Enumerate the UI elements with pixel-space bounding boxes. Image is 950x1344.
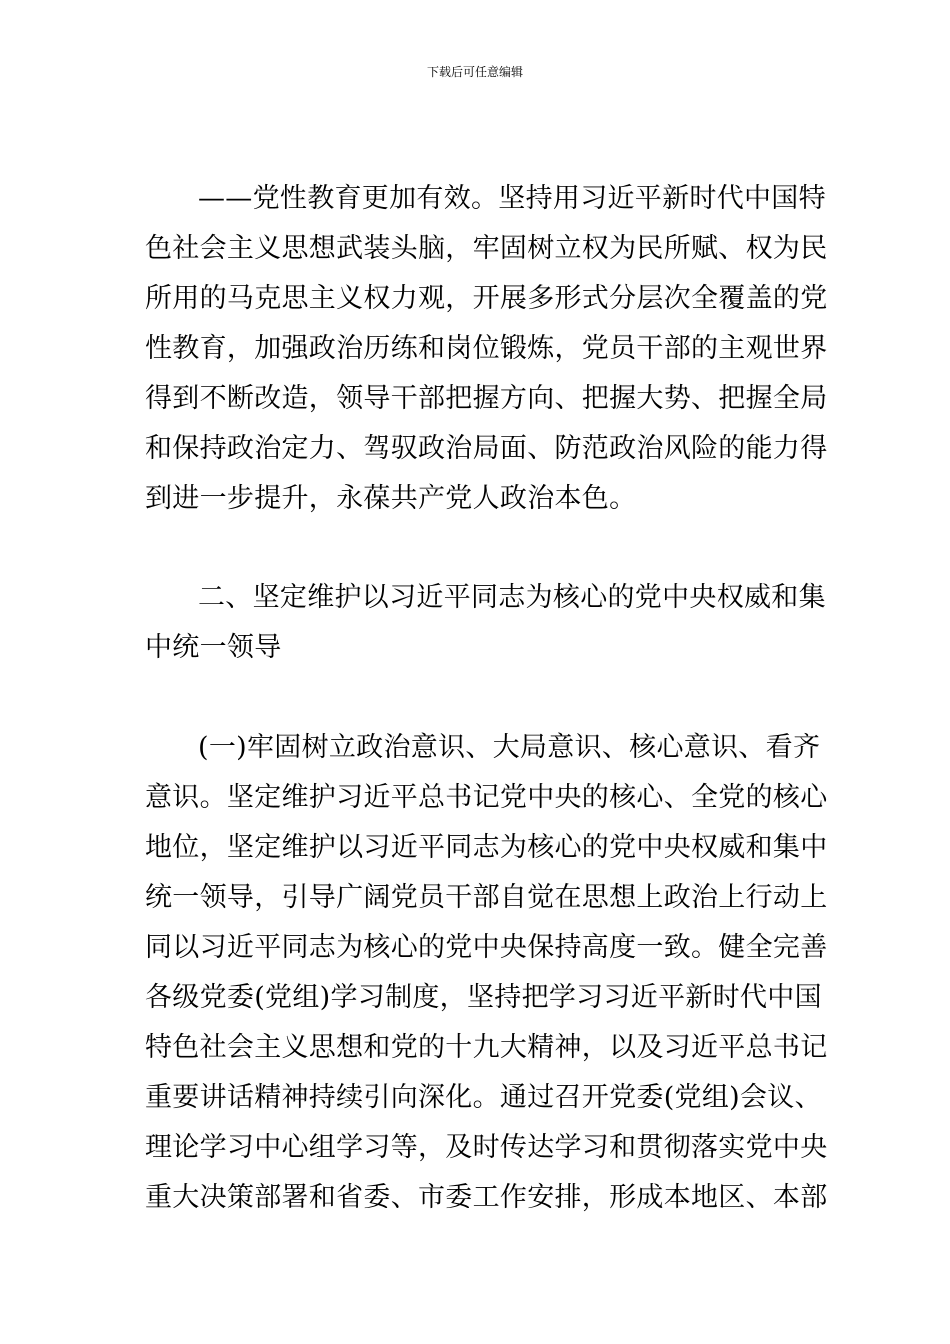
section-heading: 二、坚定维护以习近平同志为核心的党中央权威和集	[198, 582, 826, 613]
paragraph-line: 重大决策部署和省委、市委工作安排，形成本地区、本部	[145, 1182, 828, 1213]
paragraph-line: 所用的马克思主义权力观，开展多形式分层次全覆盖的党	[145, 283, 828, 314]
paragraph-line: 意识。坚定维护习近平总书记党中央的核心、全党的核心	[145, 782, 828, 813]
paragraph-line: 色社会主义思想武装头脑，牢固树立权为民所赋、权为民	[145, 233, 828, 264]
paragraph-line: 重要讲话精神持续引向深化。通过召开党委(党组)会议、	[145, 1082, 822, 1113]
paragraph-line: 理论学习中心组学习等，及时传达学习和贯彻落实党中央	[145, 1132, 828, 1163]
paragraph-line: 同以习近平同志为核心的党中央保持高度一致。健全完善	[145, 932, 828, 963]
paragraph-line: 和保持政治定力、驾驭政治局面、防范政治风险的能力得	[145, 433, 828, 464]
paragraph-line: 到进一步提升，永葆共产党人政治本色。	[145, 483, 637, 514]
paragraph-line: 特色社会主义思想和党的十九大精神，以及习近平总书记	[145, 1032, 828, 1063]
paragraph-line: 各级党委(党组)学习制度，坚持把学习习近平新时代中国	[145, 982, 822, 1013]
paragraph-line: 性教育，加强政治历练和岗位锻炼，党员干部的主观世界	[145, 333, 828, 364]
section-heading: 中统一领导	[145, 632, 282, 663]
paragraph-line: (一)牢固树立政治意识、大局意识、核心意识、看齐	[198, 732, 821, 763]
paragraph-line: 地位，坚定维护以习近平同志为核心的党中央权威和集中	[145, 832, 828, 863]
paragraph-line: 统一领导，引导广阔党员干部自觉在思想上政治上行动上	[145, 882, 828, 913]
paragraph-line: ——党性教育更加有效。坚持用习近平新时代中国特	[198, 183, 826, 214]
page-header: 下载后可任意编辑	[426, 65, 523, 79]
paragraph-line: 得到不断改造，领导干部把握方向、把握大势、把握全局	[145, 383, 828, 414]
